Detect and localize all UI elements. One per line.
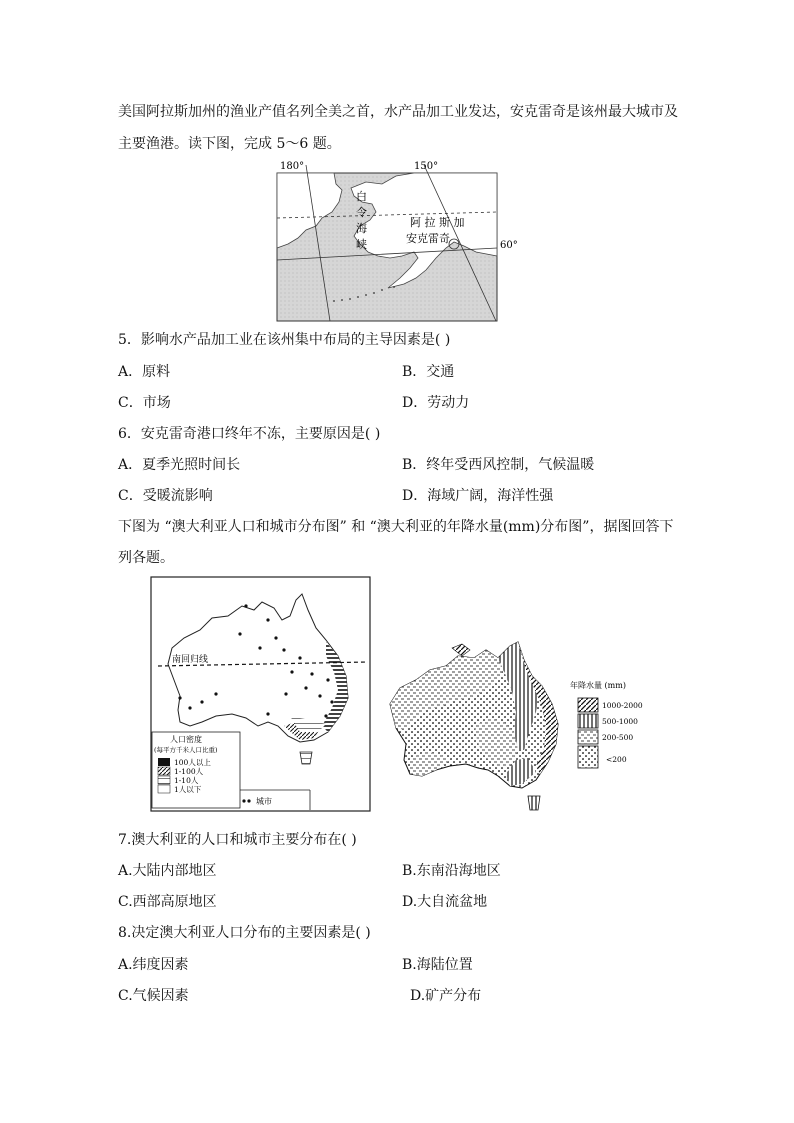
alaska-map — [276, 160, 526, 322]
q6-option-c[interactable]: C．受暖流影响 — [118, 488, 213, 504]
q5-option-c[interactable]: C．市场 — [118, 395, 171, 411]
q7-option-c[interactable]: C.西部高原地区 — [118, 894, 217, 910]
pop-legend-title: 人口密度 — [170, 735, 202, 744]
q5-option-a[interactable]: A．原料 — [118, 364, 171, 380]
q5-stem: 5．影响水产品加工业在该州集中布局的主导因素是( ) — [118, 332, 451, 348]
pop-legend-4: 1人以下 — [174, 785, 202, 794]
strait-char-3: 海 — [356, 222, 367, 235]
pop-legend-1: 100人以上 — [174, 758, 211, 767]
intro2-line-1: 下图为 “澳大利亚人口和城市分布图” 和 “澳大利亚的年降水量(mm)分布图”，据图回答下 — [118, 519, 674, 535]
q6-stem: 6．安克雷奇港口终年不冻，主要原因是( ) — [118, 426, 381, 442]
australia-population-map — [150, 576, 372, 812]
intro-line-2: 主要渔港。读下图，完成 5～6 题。 — [118, 136, 341, 152]
q8-stem: 8.决定澳大利亚人口分布的主要因素是( ) — [118, 925, 371, 941]
q7-option-d[interactable]: D.大自流盆地 — [402, 894, 488, 910]
intro-line-1: 美国阿拉斯加州的渔业产值名列全美之首，水产品加工业发达，安克雷奇是该州最大城市及 — [118, 104, 678, 120]
rain-legend-2: 500-1000 — [602, 717, 638, 726]
rain-legend-4: <200 — [606, 755, 627, 764]
strait-char-2: 令 — [356, 206, 367, 219]
tropic-label: 南回归线 — [172, 655, 209, 665]
pop-legend-sub: (每平方千米人口比重) — [154, 746, 218, 754]
q5-option-d[interactable]: D．劳动力 — [402, 395, 470, 411]
rain-legend-1: 1000-2000 — [602, 701, 643, 710]
australia-precipitation-map — [386, 640, 648, 816]
rain-legend-3: 200-500 — [602, 733, 634, 742]
q5-option-b[interactable]: B．交通 — [402, 364, 455, 380]
lat-60-label: 60° — [500, 240, 518, 251]
anchorage-label: 安克雷奇 — [406, 232, 450, 245]
strait-char-4: 峡 — [356, 238, 367, 251]
city-legend-label: 城市 — [256, 797, 272, 806]
pop-legend-2: 1-100人 — [174, 767, 204, 776]
q7-option-b[interactable]: B.东南沿海地区 — [402, 863, 501, 879]
q8-option-a[interactable]: A.纬度因素 — [118, 957, 189, 973]
rain-legend-title: 年降水量 (mm) — [570, 681, 626, 690]
q8-option-c[interactable]: C.气候因素 — [118, 988, 189, 1004]
alaska-label: 阿 拉 斯 加 — [410, 216, 465, 229]
strait-char-1: 白 — [356, 190, 367, 203]
q7-option-a[interactable]: A.大陆内部地区 — [118, 863, 217, 879]
lon-150-label: 150° — [414, 161, 439, 172]
pop-legend-3: 1-10人 — [174, 776, 199, 785]
intro2-line-2: 列各题。 — [118, 550, 174, 566]
q7-stem: 7.澳大利亚的人口和城市主要分布在( ) — [118, 832, 357, 848]
q6-option-b[interactable]: B．终年受西风控制，气候温暖 — [402, 457, 595, 473]
q6-option-d[interactable]: D．海域广阔，海洋性强 — [402, 488, 554, 504]
lon-180-label: 180° — [280, 161, 305, 172]
q8-option-b[interactable]: B.海陆位置 — [402, 957, 473, 973]
q8-option-d[interactable]: D.矿产分布 — [410, 988, 482, 1004]
q6-option-a[interactable]: A．夏季光照时间长 — [118, 457, 241, 473]
